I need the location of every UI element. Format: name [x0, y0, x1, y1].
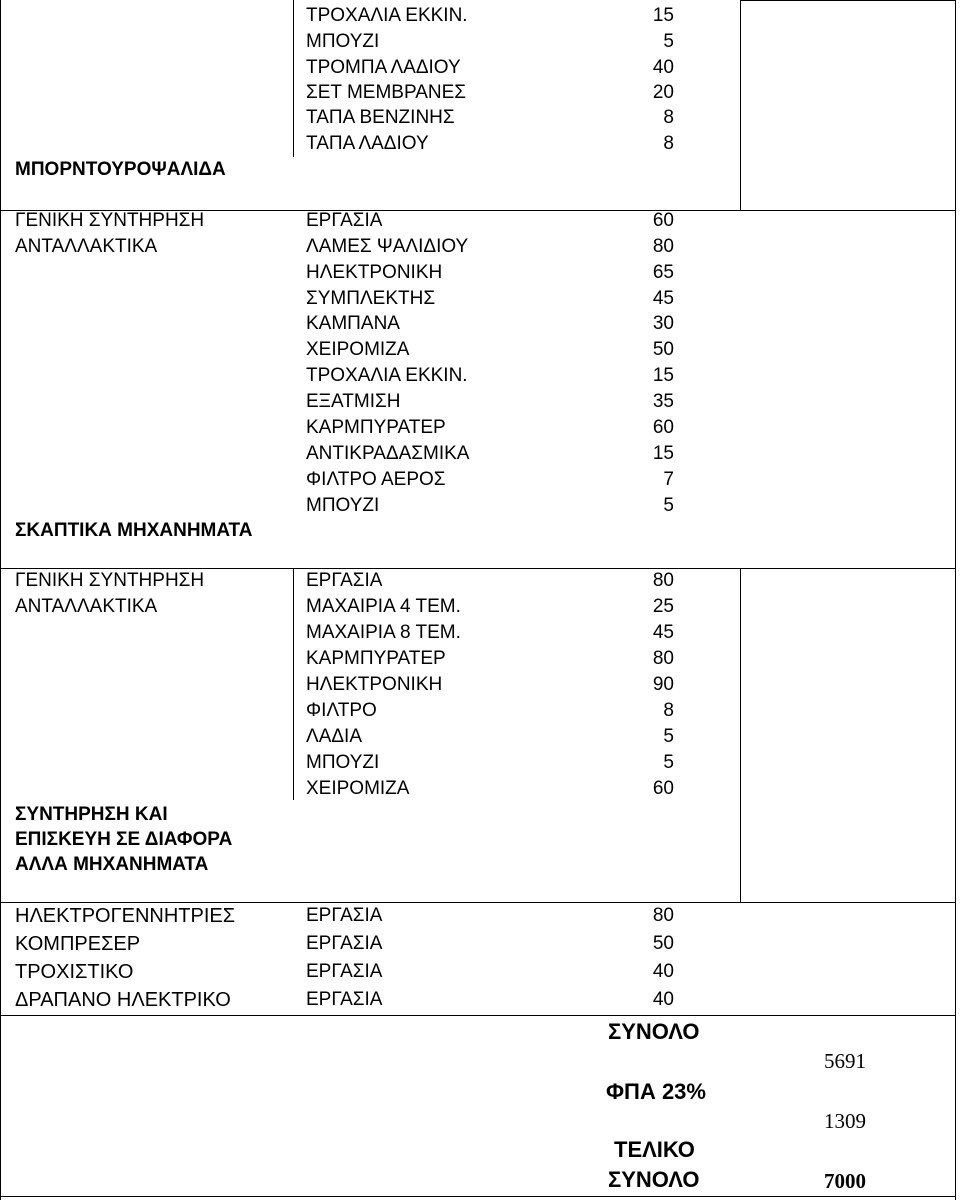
item-value: 80 — [652, 905, 674, 926]
item-value: 40 — [652, 961, 674, 982]
section-title-line: ΕΠΙΣΚΕΥΗ ΣΕ ΔΙΑΦΟΡΑ — [15, 829, 233, 850]
item-value: 15 — [652, 365, 674, 386]
grid-line — [740, 0, 956, 1]
item-name: ΣΕΤ ΜΕΜΒΡΑΝΕΣ — [306, 82, 467, 103]
item-value: 80 — [652, 648, 674, 669]
grid-line — [0, 1015, 956, 1016]
item-name: ΕΡΓΑΣΙΑ — [306, 905, 383, 926]
machine-name: ΗΛΕΚΤΡΟΓΕΝΝΗΤΡΙΕΣ — [15, 905, 236, 927]
item-name: ΤΑΠΑ ΛΑΔΙΟΥ — [306, 133, 429, 154]
grid-line — [740, 568, 741, 902]
grid-line — [0, 1196, 956, 1197]
item-name: ΤΡΟΜΠΑ ΛΑΔΙΟΥ — [306, 57, 461, 78]
item-value: 5 — [663, 495, 674, 516]
item-value: 45 — [652, 622, 674, 643]
item-name: ΤΡΟΧΑΛΙΑ ΕΚΚΙΝ. — [306, 5, 468, 26]
item-value: 80 — [652, 236, 674, 257]
item-name: ΧΕΙΡΟΜΙΖΑ — [306, 339, 410, 360]
section-title: ΣΚΑΠΤΙΚΑ ΜΗΧΑΝΗΜΑΤΑ — [15, 520, 253, 541]
item-value: 50 — [652, 339, 674, 360]
item-value: 15 — [652, 443, 674, 464]
item-value: 5 — [663, 726, 674, 747]
item-name: ΚΑΡΜΠΥΡΑΤΕΡ — [306, 648, 446, 669]
total-label: ΣΥΝΟΛΟ — [608, 1019, 700, 1044]
spares-label: ΑΝΤΑΛΛΑΚΤΙΚΑ — [15, 236, 158, 257]
item-name: ΛΑΔΙΑ — [306, 726, 363, 747]
item-name: ΜΑΧΑΙΡΙΑ 4 ΤΕΜ. — [306, 596, 461, 617]
item-value: 60 — [652, 417, 674, 438]
item-name: ΜΠΟΥΖΙ — [306, 31, 380, 52]
item-name: ΕΡΓΑΣΙΑ — [306, 989, 383, 1010]
item-name: ΕΞΑΤΜΙΣΗ — [306, 391, 401, 412]
vat-label: ΦΠΑ 23% — [606, 1079, 706, 1104]
section-title-line: ΣΥΝΤΗΡΗΣΗ ΚΑΙ — [15, 804, 168, 825]
final-total-label: ΣΥΝΟΛΟ — [608, 1167, 700, 1192]
item-name: ΜΠΟΥΖΙ — [306, 752, 380, 773]
machine-name: ΔΡΑΠΑΝΟ ΗΛΕΚΤΡΙΚΟ — [15, 989, 231, 1011]
grid-line — [0, 902, 956, 903]
spares-label: ΑΝΤΑΛΛΑΚΤΙΚΑ — [15, 596, 158, 617]
general-maintenance-label: ΓΕΝΙΚΗ ΣΥΝΤΗΡΗΣΗ — [15, 570, 205, 591]
item-name: ΛΑΜΕΣ ΨΑΛΙΔΙΟΥ — [306, 236, 469, 257]
item-value: 7 — [663, 469, 674, 490]
item-value: 65 — [652, 262, 674, 283]
item-name: ΕΡΓΑΣΙΑ — [306, 933, 383, 954]
item-value: 5 — [663, 752, 674, 773]
machine-name: ΚΟΜΠΡΕΣΕΡ — [15, 933, 141, 955]
grid-line — [740, 0, 741, 210]
general-maintenance-label: ΓΕΝΙΚΗ ΣΥΝΤΗΡΗΣΗ — [15, 210, 205, 231]
item-name: ΤΑΠΑ ΒΕΝΖΙΝΗΣ — [306, 107, 455, 128]
item-name: ΚΑΜΠΑΝΑ — [306, 313, 400, 334]
grid-line — [293, 0, 294, 157]
item-name: ΜΠΟΥΖΙ — [306, 495, 380, 516]
vat-value: 1309 — [824, 1109, 866, 1133]
final-total-label: ΤΕΛΙΚΟ — [614, 1137, 695, 1162]
item-name: ΕΡΓΑΣΙΑ — [306, 961, 383, 982]
item-name: ΜΑΧΑΙΡΙΑ 8 ΤΕΜ. — [306, 622, 461, 643]
item-name: ΕΡΓΑΣΙΑ — [306, 570, 383, 591]
item-name: ΗΛΕΚΤΡΟΝΙΚΗ — [306, 674, 443, 695]
item-value: 30 — [652, 313, 674, 334]
grid-line — [955, 0, 956, 1200]
item-value: 8 — [663, 133, 674, 154]
item-value: 60 — [652, 210, 674, 231]
item-value: 45 — [652, 288, 674, 309]
section-title-line: ΑΛΛΑ ΜΗΧΑΝΗΜΑΤΑ — [15, 854, 209, 875]
item-name: ΑΝΤΙΚΡΑΔΑΣΜΙΚΑ — [306, 443, 470, 464]
item-name: ΦΙΛΤΡΟ ΑΕΡΟΣ — [306, 469, 446, 490]
item-name: ΤΡΟΧΑΛΙΑ ΕΚΚΙΝ. — [306, 365, 468, 386]
item-value: 8 — [663, 700, 674, 721]
item-value: 40 — [652, 989, 674, 1010]
item-value: 15 — [652, 5, 674, 26]
section-title: ΜΠΟΡΝΤΟΥΡΟΨΑΛΙΔΑ — [15, 159, 226, 180]
item-value: 35 — [652, 391, 674, 412]
item-value: 5 — [663, 31, 674, 52]
item-value: 90 — [652, 674, 674, 695]
item-name: ΣΥΜΠΛΕΚΤΗΣ — [306, 288, 436, 309]
item-name: ΗΛΕΚΤΡΟΝΙΚΗ — [306, 262, 443, 283]
item-value: 20 — [652, 82, 674, 103]
item-value: 60 — [652, 778, 674, 799]
machine-name: ΤΡΟΧΙΣΤΙΚΟ — [15, 961, 134, 983]
item-name: ΕΡΓΑΣΙΑ — [306, 210, 383, 231]
item-value: 8 — [663, 107, 674, 128]
item-value: 50 — [652, 933, 674, 954]
grid-line — [0, 568, 956, 569]
item-value: 80 — [652, 570, 674, 591]
grid-line — [0, 0, 1, 1200]
item-name: ΚΑΡΜΠΥΡΑΤΕΡ — [306, 417, 446, 438]
final-total-value: 7000 — [824, 1169, 866, 1193]
item-value: 25 — [652, 596, 674, 617]
item-name: ΦΙΛΤΡΟ — [306, 700, 377, 721]
item-value: 40 — [652, 57, 674, 78]
item-name: ΧΕΙΡΟΜΙΖΑ — [306, 778, 410, 799]
grid-line — [293, 568, 294, 800]
total-value: 5691 — [824, 1049, 866, 1073]
